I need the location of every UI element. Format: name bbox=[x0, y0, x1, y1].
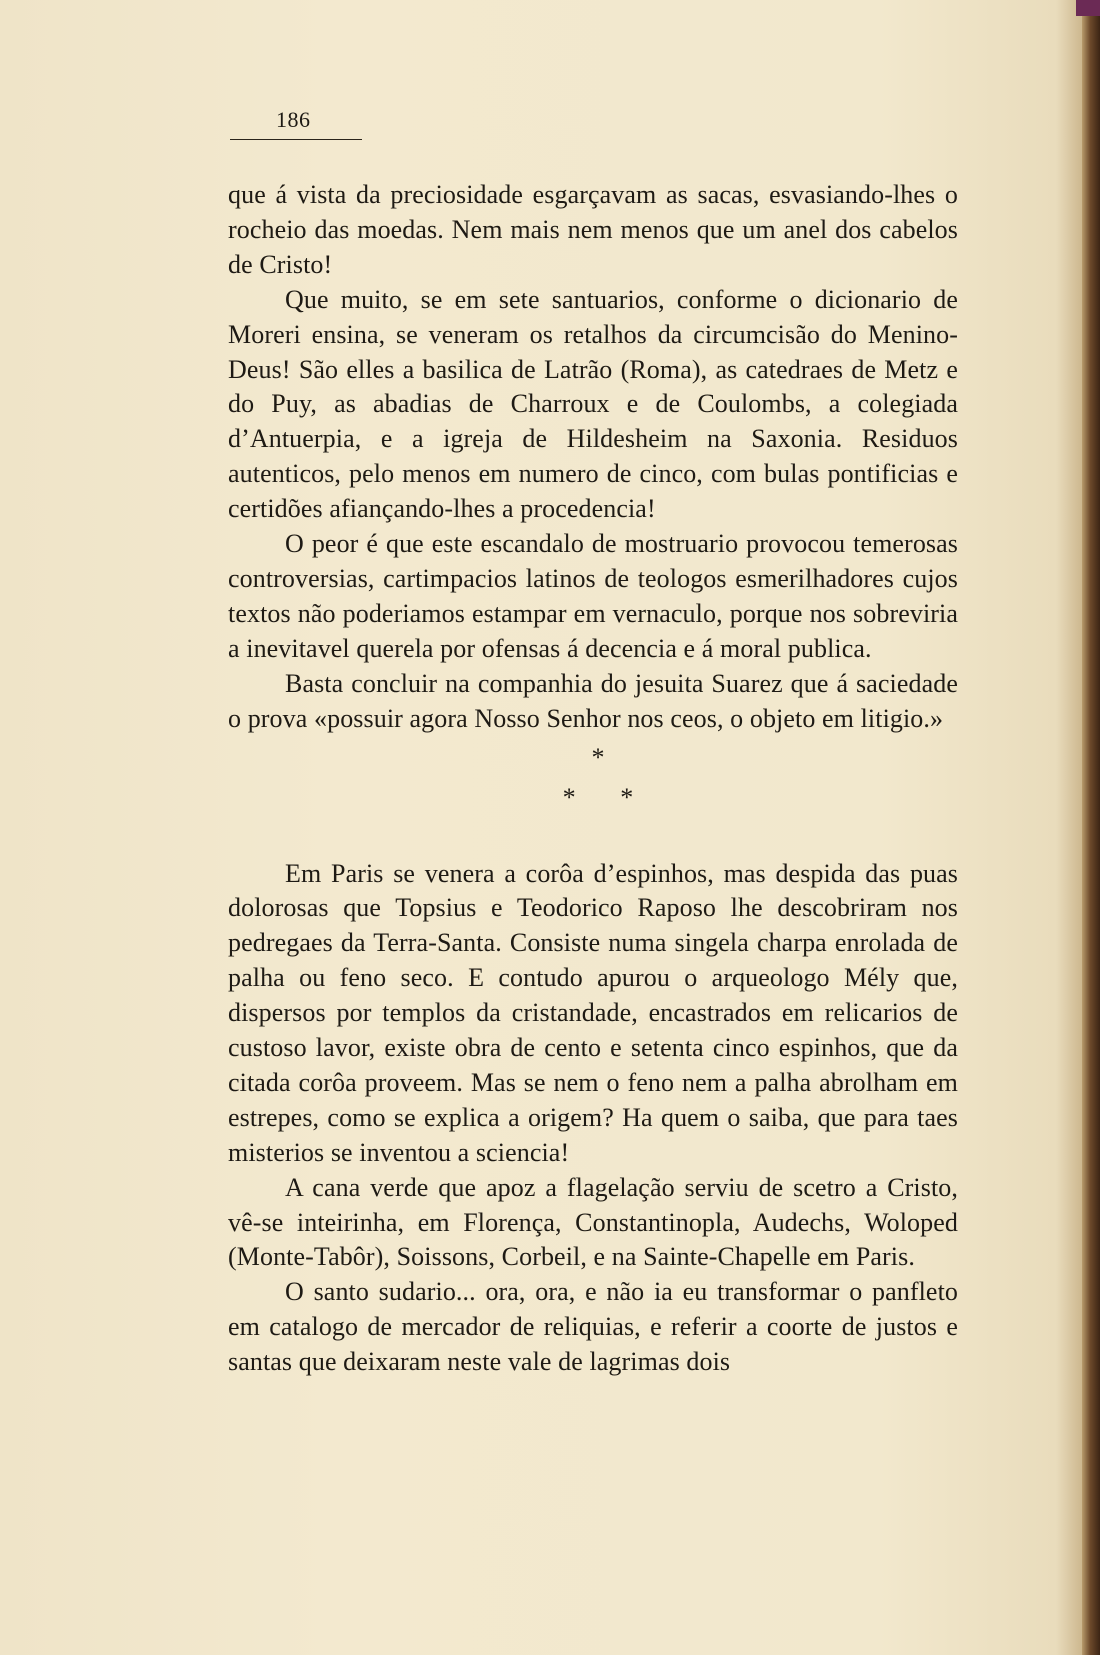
paragraph-3: O peor é que este escandalo de mostruario provocou temerosas controversias, cartimpacios latinos de teologos esmerilhadores cujos textos não poderiamos estampar em vernaculo, porque nos sobreviria a inevitavel querela por ofensas á decencia e á moral publica. bbox=[228, 529, 958, 663]
paragraph-6: A cana verde que apoz a flagelação serviu de scetro a Cristo, vê-se inteirinha, em Florença, Constantinopla, Audechs, Woloped (Monte-Tabôr), Soissons, Corbeil, e na Sainte-Chapelle em Paris. bbox=[228, 1172, 958, 1272]
book-spine bbox=[1082, 0, 1100, 1655]
asterism-top: * bbox=[591, 742, 605, 772]
body-text bbox=[228, 178, 958, 1380]
paragraph-4: Basta concluir na companhia do jesuita Suarez que á saciedade o prova «possuir agora Nosso Senhor nos ceos, o objeto em litigio.» bbox=[228, 668, 958, 733]
asterism-bottom: * * bbox=[562, 782, 634, 812]
header-rule bbox=[230, 139, 362, 140]
paragraph-5: Em Paris se venera a corôa d’espinhos, mas despida das puas dolorosas que Topsius e Teodorico Raposo lhe descobriram nos pedregaes da Terra-Santa. Consiste numa singela charpa enrolada de palha ou feno seco. E contudo apurou o arqueologo Mély que, dispersos por templos da cristandade, encastrados em relicarios de custoso lavor, existe obra de cento e setenta cinco espinhos, que da citada corôa proveem. Mas se nem o feno nem a palha abrolham em estrepes, como se explica a origem? Ha quem o saiba, que para taes misterios se inventou a sciencia! bbox=[228, 858, 958, 1167]
paragraph-2: Que muito, se em sete santuarios, conforme o dicionario de Moreri ensina, se veneram os retalhos da circumcisão do Menino-Deus! São elles a basilica de Latrão (Roma), as catedraes de Metz e do Puy, as abadias de Charroux e de Coulombs, a colegiada d’Antuerpia, e a igreja de Hildesheim na Saxonia. Residuos autenticos, pelo menos em numero de cinco, com bulas pontificias e certidões afiançando-lhes a procedencia! bbox=[228, 284, 958, 524]
paragraph-1: que á vista da preciosidade esgarçavam as sacas, esvasiando-lhes o rocheio das moedas. Nem mais nem menos que um anel dos cabelos de Cristo! bbox=[228, 180, 958, 279]
section-gap bbox=[228, 831, 958, 857]
page-number: 186 bbox=[276, 107, 311, 132]
page-corner-mark bbox=[1076, 0, 1100, 16]
paragraph-7: O santo sudario... ora, ora, e não ia eu transformar o panfleto em catalogo de mercador de reliquias, e referir a coorte de justos e santas que deixaram neste vale de lagrimas dois bbox=[228, 1277, 958, 1377]
